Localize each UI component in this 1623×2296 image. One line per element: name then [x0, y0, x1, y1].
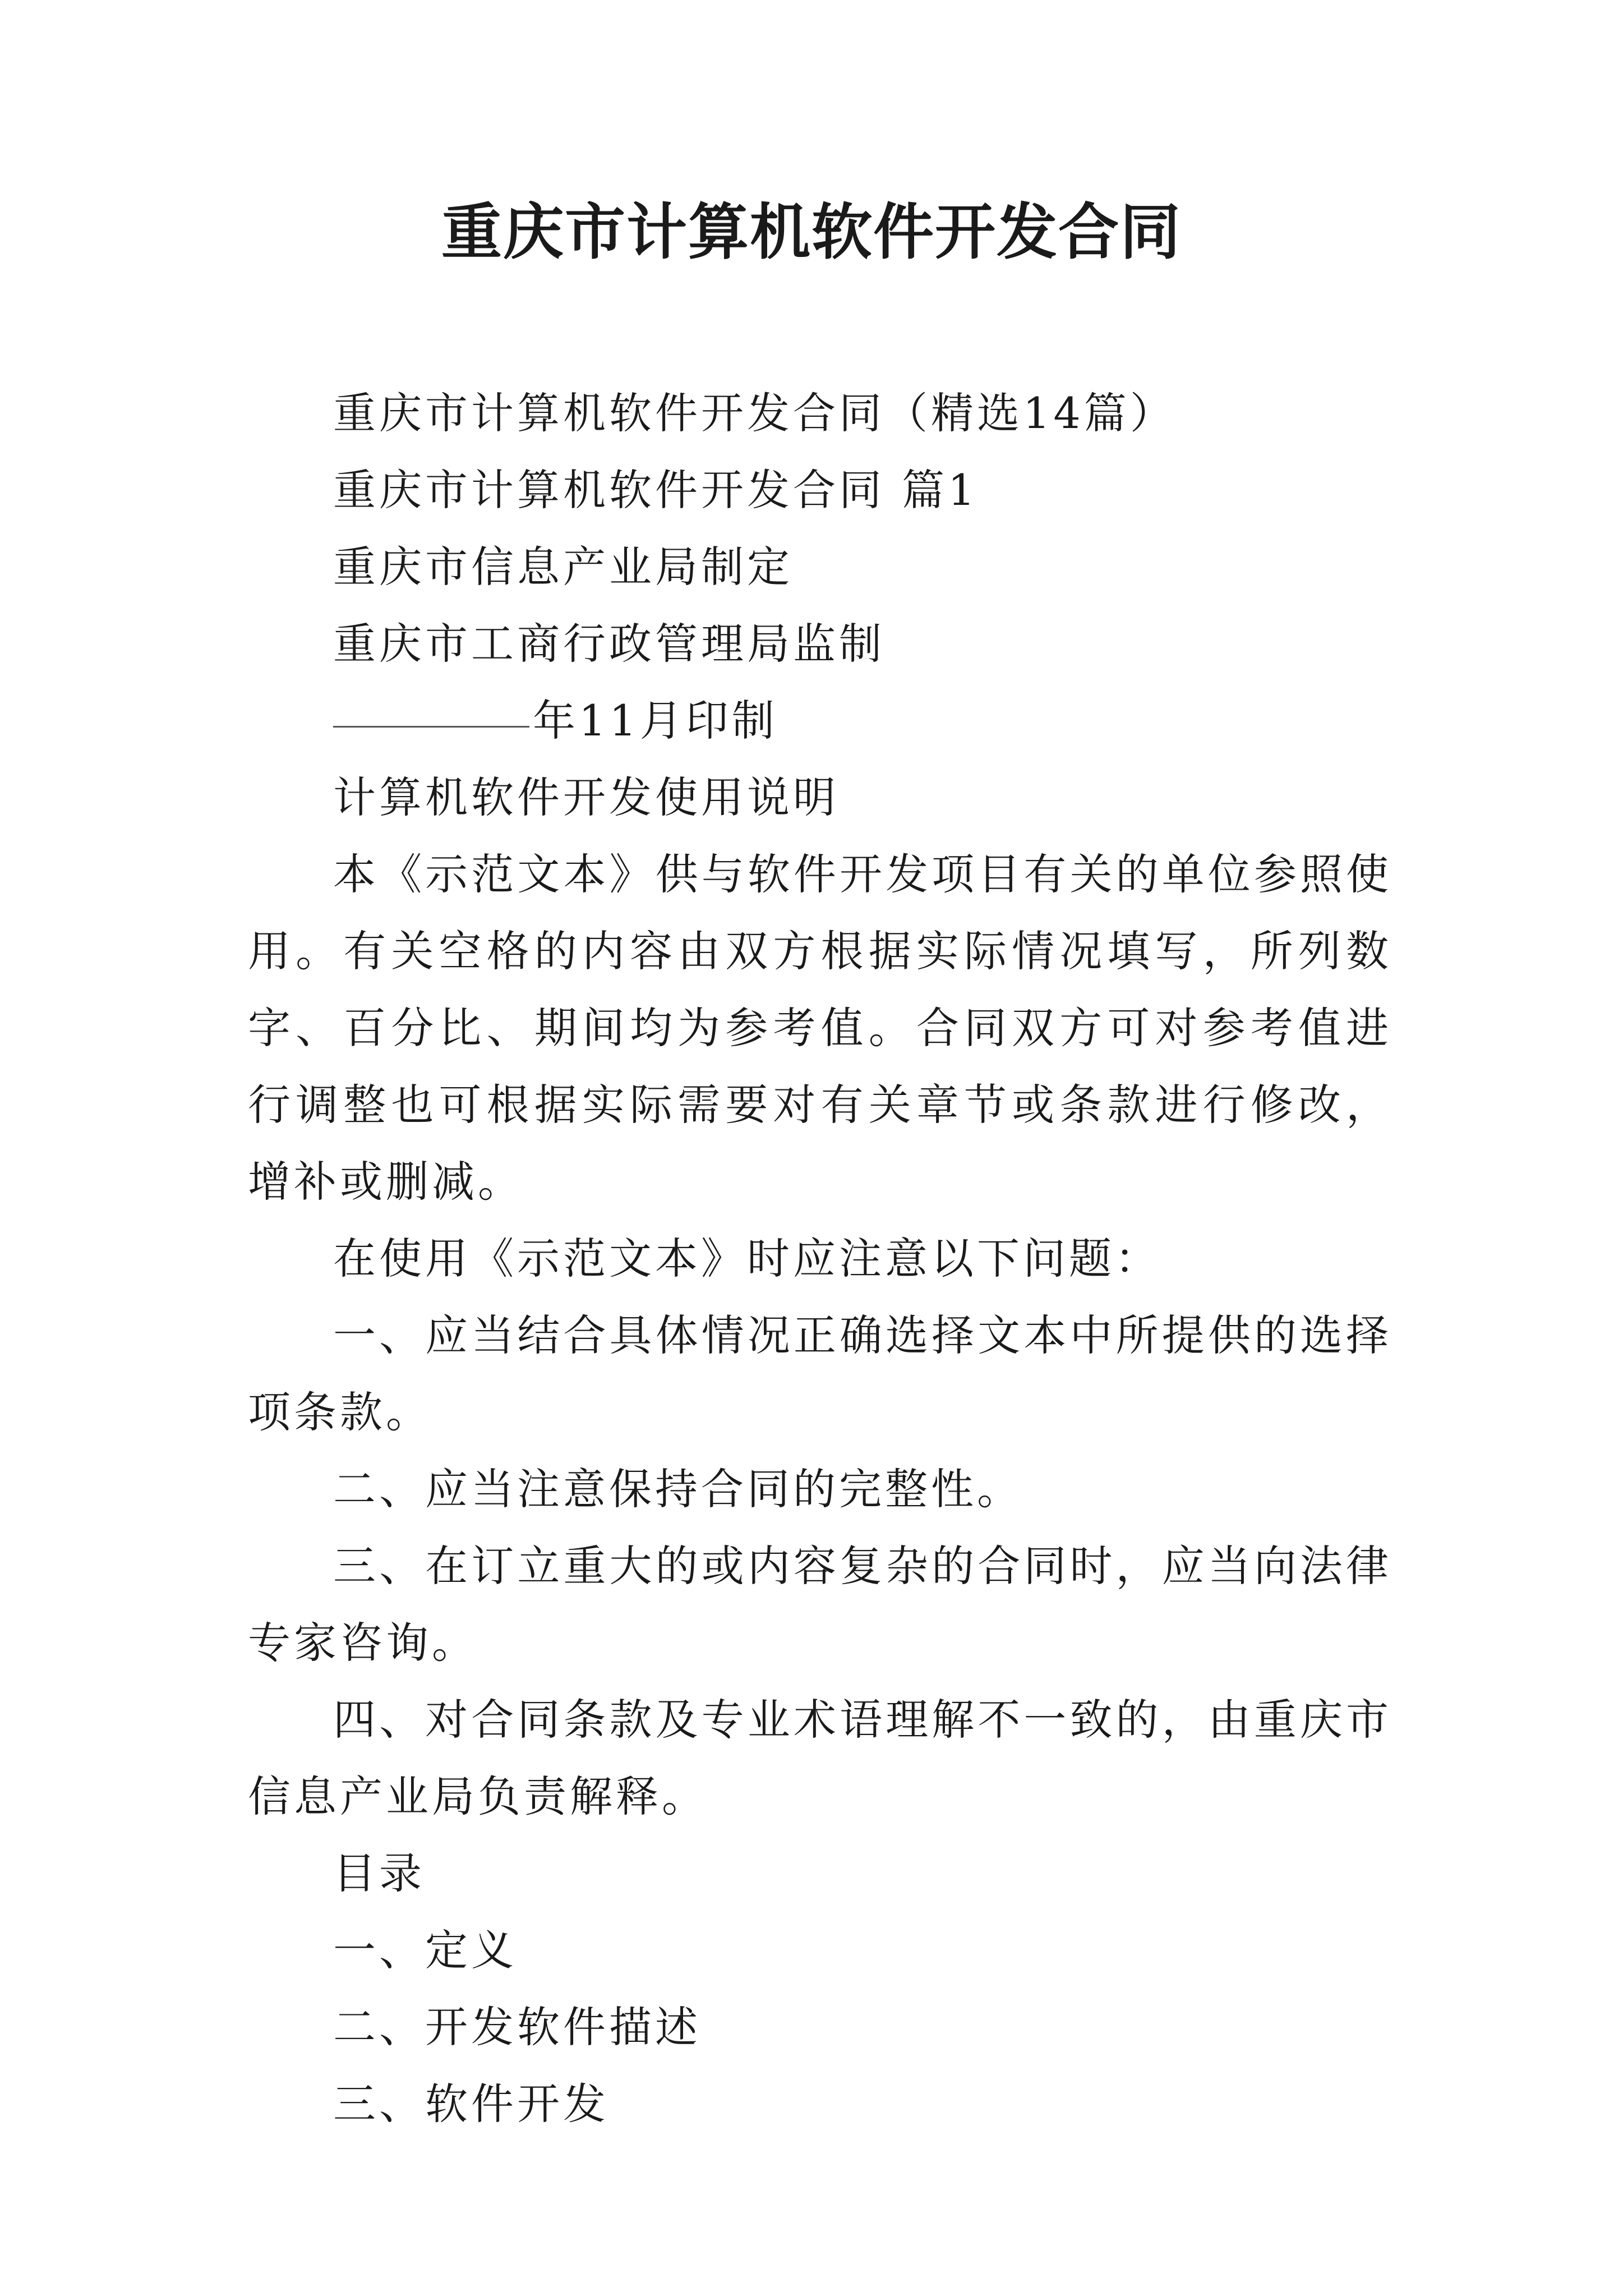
- note-item: 二、应当注意保持合同的完整性。: [333, 1464, 1023, 1514]
- issuer-line: 重庆市信息产业局制定: [333, 542, 793, 592]
- note-item: 一、应当结合具体情况正确选择文本中所提供的选择项条款。: [248, 1310, 1392, 1437]
- chapter-heading: 重庆市计算机软件开发合同 篇1: [333, 465, 979, 515]
- print-date-text: 年11月印制: [533, 696, 778, 746]
- usage-notes-heading: 计算机软件开发使用说明: [333, 772, 839, 822]
- note-item: 四、对合同条款及专业术语理解不一致的，由重庆市信息产业局负责解释。: [248, 1695, 1392, 1821]
- toc-item: 三、软件开发: [333, 2079, 609, 2129]
- supervisor-line: 重庆市工商行政管理局监制: [333, 619, 885, 669]
- toc-item: 二、开发软件描述: [333, 2002, 701, 2052]
- print-date-line: [248, 682, 1392, 759]
- blank-underline: [333, 725, 529, 728]
- document-body: [248, 375, 1392, 2142]
- paragraph: 本《示范文本》供与软件开发项目有关的单位参照使用。有关空格的内容由双方根据实际情况填写，所列数字、百分比、期间均为参考值。合同双方可对参考值进行调整也可根据实际需要对有关章节或条款进行修改，增补或删减。: [248, 849, 1392, 1207]
- paragraph: 在使用《示范文本》时应注意以下问题：: [333, 1234, 1161, 1283]
- collection-heading: 重庆市计算机软件开发合同（精选14篇）: [333, 388, 1176, 438]
- note-item: 三、在订立重大的或内容复杂的合同时，应当向法律专家咨询。: [248, 1541, 1392, 1668]
- toc-heading: 目录: [333, 1848, 425, 1898]
- document-title: 重庆市计算机软件开发合同: [441, 197, 1182, 268]
- toc-item: 一、定义: [333, 1925, 517, 1975]
